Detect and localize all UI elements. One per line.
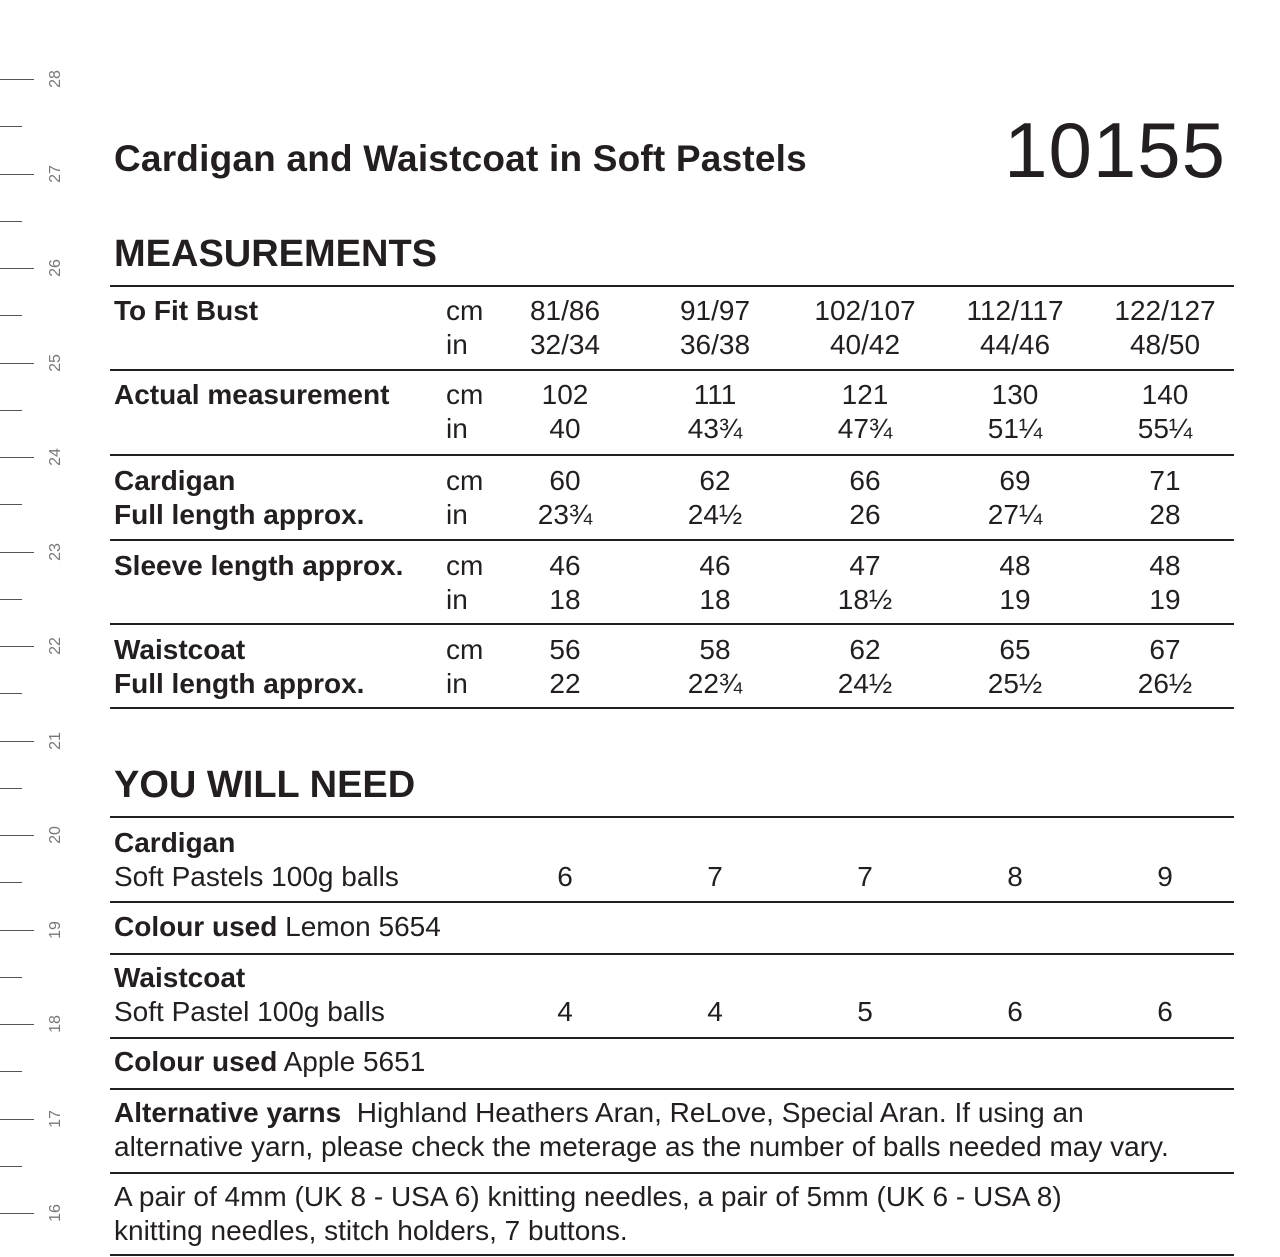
row-sublabel: Full length approx. — [114, 499, 365, 530]
ruler-tick — [0, 788, 22, 789]
value-in: 18 — [549, 584, 581, 615]
value-cm: 58 — [699, 634, 731, 665]
value-in: 36/38 — [679, 329, 751, 360]
value-cm: 130 — [991, 379, 1039, 410]
row-label: Waistcoat — [114, 634, 246, 665]
divider — [110, 1172, 1234, 1174]
ruler-tick — [0, 599, 22, 600]
divider — [110, 816, 1234, 818]
cardigan-balls-size-5: 9 — [1157, 861, 1173, 892]
ruler-number: 16 — [47, 1204, 64, 1222]
waistcoat-colour-used: Colour used Apple 5651 — [114, 1046, 426, 1077]
value-in: 40 — [549, 413, 581, 444]
ruler-number: 21 — [47, 731, 64, 750]
ruler-tick — [0, 835, 34, 836]
you-will-need-heading: YOU WILL NEED — [114, 764, 416, 806]
value-cm: 46 — [549, 550, 581, 581]
divider — [110, 1037, 1234, 1039]
value-cm: 122/127 — [1114, 295, 1216, 326]
cardigan-yarn-name: Soft Pastels 100g balls — [114, 861, 399, 892]
cardigan-colour-used: Colour used Lemon 5654 — [114, 911, 441, 942]
pattern-number: 10155 — [1004, 106, 1226, 194]
value-cm: 67 — [1149, 634, 1181, 665]
value-cm: 69 — [999, 465, 1031, 496]
value-in: 22¾ — [687, 668, 743, 699]
value-cm: 48 — [999, 550, 1031, 581]
row-label: Cardigan — [114, 465, 236, 496]
value-in: 44/46 — [979, 329, 1051, 360]
value-in: 48/50 — [1129, 329, 1201, 360]
ruler-tick — [0, 693, 22, 694]
unit-cm: cm — [446, 295, 484, 326]
unit-cm: cm — [446, 634, 484, 665]
value-cm: 121 — [841, 379, 889, 410]
ruler-tick — [0, 79, 34, 80]
pattern-title: Cardigan and Waistcoat in Soft Pastels — [114, 138, 807, 179]
value-cm: 62 — [699, 465, 731, 496]
value-cm: 81/86 — [529, 295, 601, 326]
value-in: 28 — [1149, 499, 1181, 530]
ruler-number: 19 — [47, 920, 64, 939]
value-cm: 48 — [1149, 550, 1181, 581]
value-cm: 60 — [549, 465, 581, 496]
value-in: 25½ — [987, 668, 1043, 699]
value-cm: 62 — [849, 634, 881, 665]
ruler-tick — [0, 882, 22, 883]
value-in: 43¾ — [687, 413, 743, 444]
value-in: 19 — [999, 584, 1031, 615]
value-cm: 102 — [541, 379, 589, 410]
divider — [110, 623, 1234, 625]
value-in: 24½ — [837, 668, 893, 699]
ruler-tick — [0, 410, 22, 411]
ruler-number: 22 — [47, 637, 64, 655]
value-in: 40/42 — [829, 329, 901, 360]
divider — [110, 1088, 1234, 1090]
value-in: 18 — [699, 584, 731, 615]
ruler-number: 28 — [47, 70, 64, 88]
divider — [110, 539, 1234, 541]
divider — [110, 454, 1234, 456]
ruler-number: 26 — [47, 259, 64, 277]
value-in: 27¼ — [987, 499, 1043, 530]
ruler-number: 23 — [47, 542, 64, 561]
unit-in: in — [446, 668, 468, 699]
value-cm: 102/107 — [814, 295, 916, 326]
ruler-number: 27 — [47, 164, 64, 183]
ruler-tick — [0, 221, 22, 222]
ruler-tick — [0, 457, 34, 458]
ruler-number: 18 — [47, 1015, 64, 1033]
needles-and-notions: A pair of 4mm (UK 8 - USA 6) knitting needles, a pair of 5mm (UK 6 - USA 8) knitting needles, stitch holders, 7 buttons. — [114, 1181, 1062, 1246]
unit-in: in — [446, 413, 468, 444]
divider — [110, 369, 1234, 371]
unit-in: in — [446, 329, 468, 360]
unit-in: in — [446, 584, 468, 615]
divider — [110, 1254, 1234, 1256]
cardigan-balls-size-4: 8 — [1007, 861, 1023, 892]
ruler-tick — [0, 646, 34, 647]
divider — [110, 707, 1234, 709]
value-cm: 56 — [549, 634, 581, 665]
value-in: 32/34 — [529, 329, 601, 360]
waistcoat-balls-size-4: 6 — [1007, 996, 1023, 1027]
ruler-number: 20 — [47, 826, 64, 844]
ruler-tick — [0, 552, 34, 553]
measurements-heading: MEASUREMENTS — [114, 233, 438, 275]
value-in: 19 — [1149, 584, 1181, 615]
divider — [110, 285, 1234, 287]
cardigan-balls-size-3: 7 — [857, 861, 873, 892]
ruler-tick — [0, 1119, 34, 1120]
value-cm: 65 — [999, 634, 1031, 665]
side-ruler — [0, 0, 80, 1257]
value-in: 47¾ — [837, 413, 893, 444]
value-in: 26 — [849, 499, 881, 530]
value-in: 26½ — [1137, 668, 1193, 699]
value-in: 24½ — [687, 499, 743, 530]
value-cm: 140 — [1141, 379, 1189, 410]
ruler-tick — [0, 504, 22, 505]
row-sublabel: Full length approx. — [114, 668, 365, 699]
unit-in: in — [446, 499, 468, 530]
ruler-tick — [0, 1213, 34, 1214]
waistcoat-balls-size-2: 4 — [707, 996, 723, 1027]
value-cm: 71 — [1149, 465, 1181, 496]
ruler-tick — [0, 930, 34, 931]
row-label: Actual measurement — [114, 379, 390, 410]
ruler-number: 25 — [47, 353, 64, 372]
row-label: To Fit Bust — [114, 295, 259, 326]
ruler-tick — [0, 1071, 22, 1072]
divider — [110, 953, 1234, 955]
waistcoat-balls-size-5: 6 — [1157, 996, 1173, 1027]
cardigan-balls-size-2: 7 — [707, 861, 723, 892]
divider — [110, 901, 1234, 903]
unit-cm: cm — [446, 550, 484, 581]
ruler-number: 17 — [47, 1109, 64, 1128]
value-cm: 111 — [693, 379, 737, 410]
ruler-tick — [0, 741, 34, 742]
ruler-tick — [0, 126, 22, 127]
value-in: 23¾ — [537, 499, 593, 530]
value-in: 51¼ — [987, 413, 1043, 444]
ruler-tick — [0, 363, 34, 364]
unit-cm: cm — [446, 379, 484, 410]
value-cm: 46 — [699, 550, 731, 581]
value-cm: 112/117 — [966, 295, 1064, 326]
value-cm: 91/97 — [679, 295, 751, 326]
row-label: Sleeve length approx. — [114, 550, 404, 581]
value-cm: 66 — [849, 465, 881, 496]
unit-cm: cm — [446, 465, 484, 496]
alternative-yarns: Alternative yarns Highland Heathers Aran, ReLove, Special Aran. If using an alternative yarn, please check the meterage as the number of balls needed may vary. — [114, 1097, 1169, 1162]
ruler-tick — [0, 977, 22, 978]
waistcoat-balls-size-3: 5 — [857, 996, 873, 1027]
ruler-tick — [0, 1166, 22, 1167]
ruler-tick — [0, 315, 22, 316]
ruler-tick — [0, 1024, 34, 1025]
value-in: 18½ — [837, 584, 893, 615]
ruler-tick — [0, 268, 34, 269]
waistcoat-yarn-name: Soft Pastel 100g balls — [114, 996, 385, 1027]
ruler-number: 24 — [47, 448, 64, 466]
ruler-tick — [0, 174, 34, 175]
value-cm: 47 — [849, 550, 881, 581]
cardigan-yarn-title: Cardigan — [114, 827, 236, 858]
cardigan-balls-size-1: 6 — [557, 861, 573, 892]
waistcoat-balls-size-1: 4 — [557, 996, 573, 1027]
waistcoat-yarn-title: Waistcoat — [114, 962, 246, 993]
value-in: 55¼ — [1137, 413, 1193, 444]
value-in: 22 — [549, 668, 581, 699]
